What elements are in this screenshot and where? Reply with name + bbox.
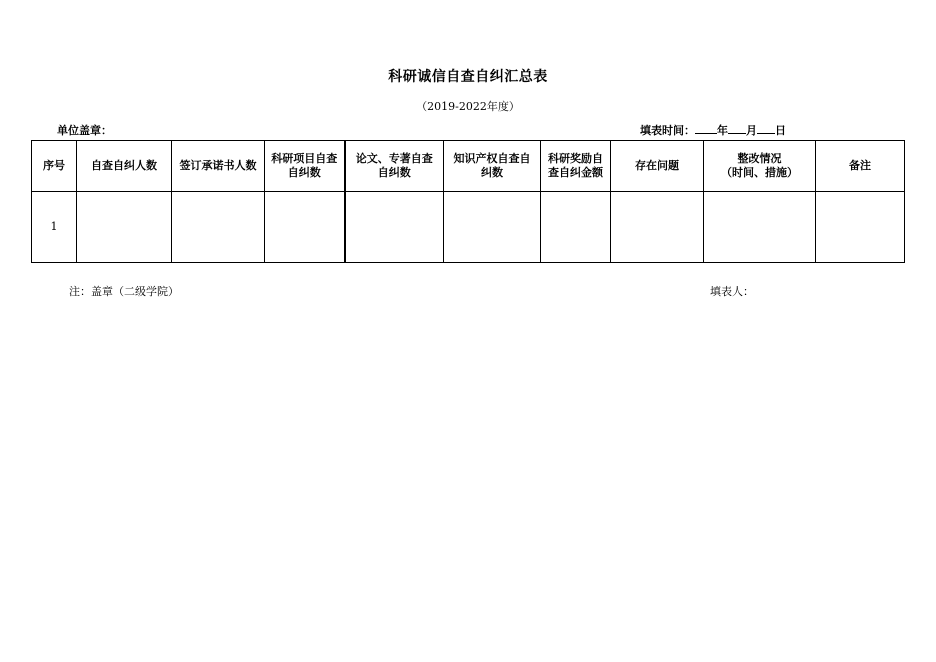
table-cell[interactable] — [345, 192, 444, 263]
header-cell: 存在问题 — [611, 141, 704, 192]
year-label: 年 — [717, 124, 728, 137]
table-cell[interactable] — [77, 192, 172, 263]
document-title: 科研诚信自查自纠汇总表 — [388, 69, 548, 85]
fill-date-label: 填表时间： — [640, 124, 695, 137]
table-cell[interactable] — [444, 192, 541, 263]
header-cell: 整改情况 （时间、措施） — [704, 141, 816, 192]
month-blank[interactable] — [728, 123, 746, 134]
fill-date — [640, 122, 786, 138]
day-label: 日 — [775, 124, 786, 137]
header-cell: 备注 — [816, 141, 905, 192]
table-cell[interactable] — [611, 192, 704, 263]
day-blank[interactable] — [757, 123, 775, 134]
header-cell: 序号 — [32, 141, 77, 192]
unit-seal-label: 单位盖章： — [57, 124, 112, 137]
header-row — [32, 141, 905, 192]
table-row — [32, 192, 905, 263]
table-cell[interactable] — [816, 192, 905, 263]
header-cell: 科研项目自查 自纠数 — [265, 141, 345, 192]
filler-label: 填表人： — [710, 285, 754, 298]
table-cell[interactable] — [704, 192, 816, 263]
table-cell[interactable]: 1 — [32, 192, 77, 263]
table-cell[interactable] — [541, 192, 611, 263]
header-cell: 论文、专著自查 自纠数 — [345, 141, 444, 192]
year-blank[interactable] — [695, 123, 717, 134]
header-cell: 科研奖励自 查自纠金额 — [541, 141, 611, 192]
header-cell: 自查自纠人数 — [77, 141, 172, 192]
summary-table — [31, 140, 905, 263]
header-cell: 知识产权自查自 纠数 — [444, 141, 541, 192]
document-subtitle: （2019-2022年度） — [416, 100, 520, 113]
table-cell[interactable] — [172, 192, 265, 263]
month-label: 月 — [746, 124, 757, 137]
footer-note: 注：盖章（二级学院） — [69, 285, 179, 298]
table-cell[interactable] — [265, 192, 345, 263]
header-cell: 签订承诺书人数 — [172, 141, 265, 192]
